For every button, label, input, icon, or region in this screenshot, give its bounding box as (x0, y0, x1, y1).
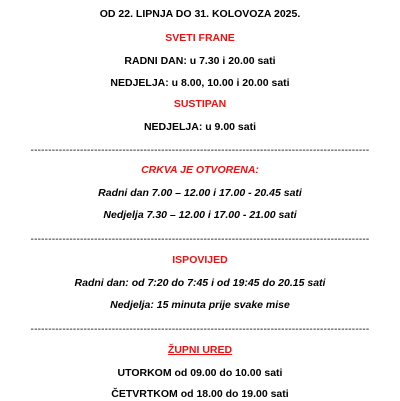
sustipan-sunday: NEDJELJA: u 9.00 sati (143, 121, 257, 133)
separator-line: ------------------------------------------------------------------------------------------------ (30, 235, 370, 245)
separator-line: ------------------------------------------------------------------------------------------------ (30, 325, 370, 335)
confession-weekday: Radni dan: od 7:20 do 7:45 i od 19:45 do 20.15 sati (74, 277, 326, 289)
sveti-frane-sunday: NEDJELJA: u 8.00, 10.00 i 20.00 sati (110, 77, 290, 89)
sustipan-title: SUSTIPAN (173, 98, 227, 110)
parish-office-title: ŽUPNI URED (167, 344, 233, 356)
confession-title: ISPOVIJED (172, 254, 228, 266)
parish-office-thursday: ČETVRTKOM od 18.00 do 19.00 sati (111, 388, 289, 400)
sveti-frane-weekday: RADNI DAN: u 7.30 i 20.00 sati (124, 55, 276, 67)
date-range-heading: OD 22. LIPNJA DO 31. KOLOVOZA 2025. (99, 8, 301, 20)
church-open-weekday: Radni dan 7.00 – 12.00 i 17.00 - 20.45 sati (98, 187, 302, 199)
confession-sunday: Nedjelja: 15 minuta prije svake mise (110, 299, 290, 311)
church-open-sunday: Nedjelja 7.30 – 12.00 i 17.00 - 21.00 sati (103, 209, 297, 221)
parish-office-tuesday: UTORKOM od 09.00 do 10.00 sati (117, 367, 283, 379)
sveti-frane-title: SVETI FRANE (165, 32, 235, 44)
church-open-title: CRKVA JE OTVORENA: (141, 164, 259, 176)
separator-line: ------------------------------------------------------------------------------------------------ (30, 146, 370, 156)
